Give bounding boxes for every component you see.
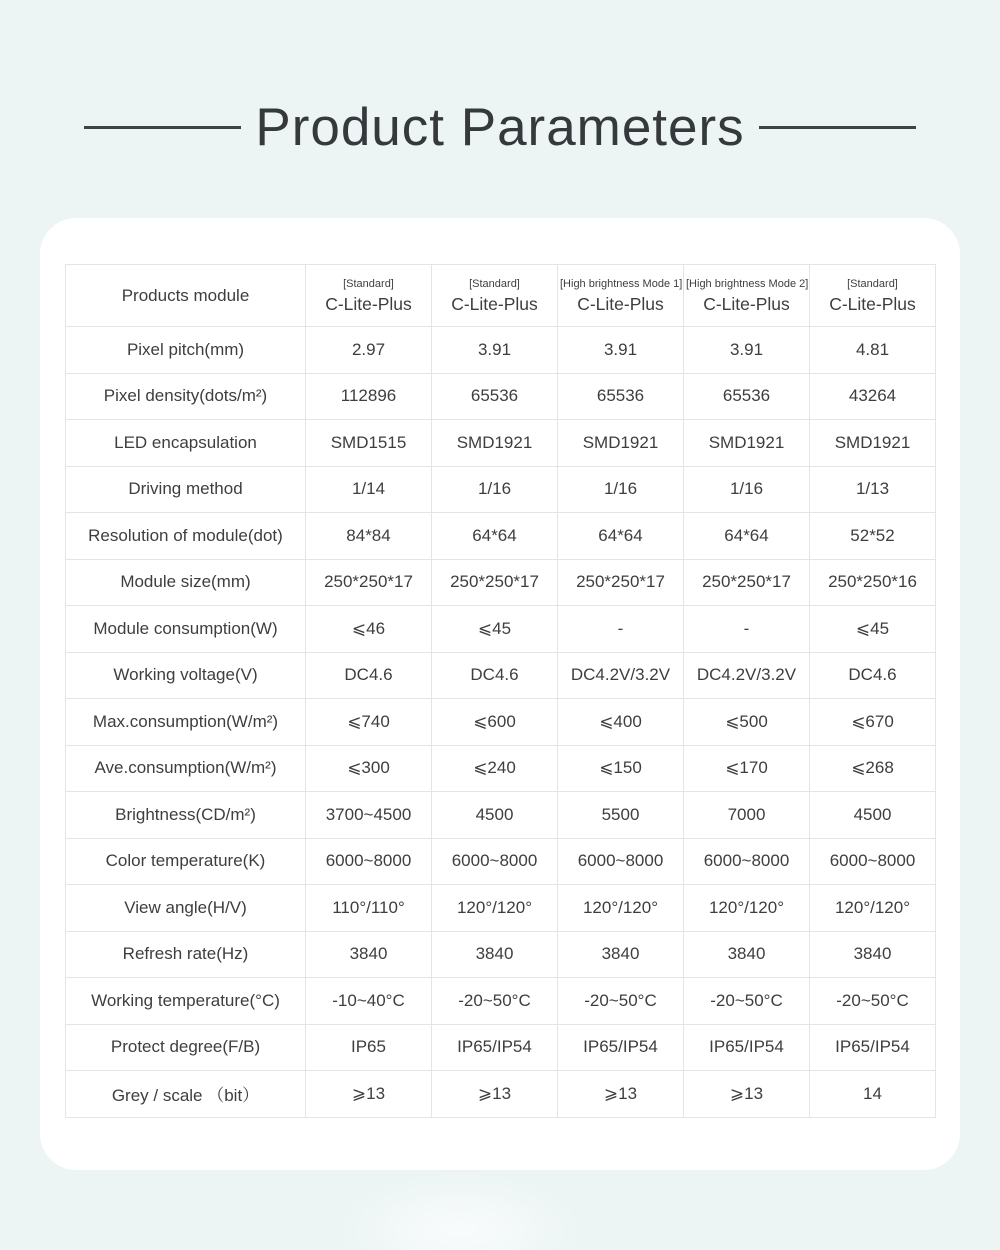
table-row xyxy=(66,1024,936,1071)
cell-value: 52*52 xyxy=(810,513,936,560)
cell-value: ⩽670 xyxy=(810,699,936,746)
cell-value: 6000~8000 xyxy=(432,838,558,885)
cell-value: 4500 xyxy=(810,792,936,839)
cell-value: ⩽740 xyxy=(306,699,432,746)
cell-value: -20~50°C xyxy=(432,978,558,1025)
column-header-1 xyxy=(306,265,432,327)
cell-value: 3.91 xyxy=(558,327,684,374)
cell-value: 4500 xyxy=(432,792,558,839)
title-line-left xyxy=(84,126,241,129)
cell-value: DC4.6 xyxy=(306,652,432,699)
cell-value: 65536 xyxy=(684,373,810,420)
row-label: Protect degree(F/B) xyxy=(66,1024,306,1071)
cell-value: 250*250*17 xyxy=(558,559,684,606)
table-row xyxy=(66,885,936,932)
cell-value: 64*64 xyxy=(684,513,810,560)
cell-value: 5500 xyxy=(558,792,684,839)
row-label: Module consumption(W) xyxy=(66,606,306,653)
header-products-module: Products module xyxy=(66,265,306,327)
cell-value: 1/16 xyxy=(558,466,684,513)
cell-value: 3840 xyxy=(306,931,432,978)
table-row xyxy=(66,559,936,606)
cell-value: ⩽240 xyxy=(432,745,558,792)
cell-value: IP65/IP54 xyxy=(810,1024,936,1071)
cell-value: 6000~8000 xyxy=(684,838,810,885)
cell-value: SMD1515 xyxy=(306,420,432,467)
cell-value: 250*250*17 xyxy=(684,559,810,606)
table-row xyxy=(66,978,936,1025)
cell-value: 3.91 xyxy=(432,327,558,374)
cell-value: -20~50°C xyxy=(684,978,810,1025)
cell-value: 110°/110° xyxy=(306,885,432,932)
cell-value: 120°/120° xyxy=(684,885,810,932)
cell-value: 120°/120° xyxy=(432,885,558,932)
parameters-card xyxy=(40,218,960,1170)
cell-value: ⩾13 xyxy=(432,1071,558,1118)
cell-value: IP65/IP54 xyxy=(684,1024,810,1071)
column-header-3 xyxy=(558,265,684,327)
table-row xyxy=(66,606,936,653)
table-header-row xyxy=(66,265,936,327)
table-row xyxy=(66,838,936,885)
cell-value: 64*64 xyxy=(432,513,558,560)
column-header-5 xyxy=(810,265,936,327)
cell-value: IP65 xyxy=(306,1024,432,1071)
cell-value: -20~50°C xyxy=(558,978,684,1025)
row-label: Grey / scale （bit） xyxy=(66,1071,306,1118)
cell-value: DC4.6 xyxy=(432,652,558,699)
cell-value: IP65/IP54 xyxy=(558,1024,684,1071)
column-mode-tag: [Standard] xyxy=(847,278,898,290)
cell-value: ⩾13 xyxy=(558,1071,684,1118)
cell-value: ⩽500 xyxy=(684,699,810,746)
row-label: Max.consumption(W/m²) xyxy=(66,699,306,746)
cell-value: 250*250*17 xyxy=(306,559,432,606)
table-row xyxy=(66,327,936,374)
row-label: Working voltage(V) xyxy=(66,652,306,699)
column-header-2 xyxy=(432,265,558,327)
cell-value: ⩾13 xyxy=(684,1071,810,1118)
cell-value: - xyxy=(558,606,684,653)
page-title: Product Parameters xyxy=(255,97,745,157)
cell-value: ⩽150 xyxy=(558,745,684,792)
cell-value: -10~40°C xyxy=(306,978,432,1025)
cell-value: ⩽600 xyxy=(432,699,558,746)
table-row xyxy=(66,931,936,978)
column-mode-tag: [Standard] xyxy=(343,278,394,290)
cell-value: 1/14 xyxy=(306,466,432,513)
column-model-name: C-Lite-Plus xyxy=(325,294,412,314)
table-row xyxy=(66,745,936,792)
cell-value: 3.91 xyxy=(684,327,810,374)
row-label: View angle(H/V) xyxy=(66,885,306,932)
page-header xyxy=(0,92,1000,162)
cell-value: 65536 xyxy=(432,373,558,420)
cell-value: 4.81 xyxy=(810,327,936,374)
column-model-name: C-Lite-Plus xyxy=(577,294,664,314)
cell-value: 43264 xyxy=(810,373,936,420)
cell-value: ⩽45 xyxy=(810,606,936,653)
cell-value: 7000 xyxy=(684,792,810,839)
cell-value: DC4.6 xyxy=(810,652,936,699)
table-row xyxy=(66,466,936,513)
column-model-name: C-Lite-Plus xyxy=(829,294,916,314)
row-label: Brightness(CD/m²) xyxy=(66,792,306,839)
cell-value: 112896 xyxy=(306,373,432,420)
cell-value: SMD1921 xyxy=(684,420,810,467)
title-line-right xyxy=(759,126,916,129)
column-mode-tag: [High brightness Mode 2] xyxy=(686,278,809,290)
row-label: Pixel density(dots/m²) xyxy=(66,373,306,420)
row-label: Working temperature(°C) xyxy=(66,978,306,1025)
row-label: Driving method xyxy=(66,466,306,513)
row-label: Pixel pitch(mm) xyxy=(66,327,306,374)
row-label: LED encapsulation xyxy=(66,420,306,467)
cell-value: ⩽170 xyxy=(684,745,810,792)
table-row xyxy=(66,420,936,467)
cell-value: 250*250*17 xyxy=(432,559,558,606)
row-label: Module size(mm) xyxy=(66,559,306,606)
cell-value: 1/16 xyxy=(684,466,810,513)
cell-value: 6000~8000 xyxy=(810,838,936,885)
column-mode-tag: [High brightness Mode 1] xyxy=(560,278,683,290)
column-model-name: C-Lite-Plus xyxy=(451,294,538,314)
row-label: Ave.consumption(W/m²) xyxy=(66,745,306,792)
cell-value: 120°/120° xyxy=(810,885,936,932)
table-row xyxy=(66,699,936,746)
table-row xyxy=(66,1071,936,1118)
cell-value: 65536 xyxy=(558,373,684,420)
cell-value: ⩽268 xyxy=(810,745,936,792)
cell-value: 1/13 xyxy=(810,466,936,513)
row-label: Color temperature(K) xyxy=(66,838,306,885)
table-row xyxy=(66,652,936,699)
cell-value: -20~50°C xyxy=(810,978,936,1025)
cell-value: 2.97 xyxy=(306,327,432,374)
cell-value: 84*84 xyxy=(306,513,432,560)
cell-value: 3840 xyxy=(810,931,936,978)
parameters-table xyxy=(65,264,936,1118)
column-model-name: C-Lite-Plus xyxy=(703,294,790,314)
table-row xyxy=(66,513,936,560)
row-label: Refresh rate(Hz) xyxy=(66,931,306,978)
cell-value: 14 xyxy=(810,1071,936,1118)
cell-value: DC4.2V/3.2V xyxy=(684,652,810,699)
cell-value: 1/16 xyxy=(432,466,558,513)
cell-value: SMD1921 xyxy=(432,420,558,467)
table-row xyxy=(66,373,936,420)
cell-value: SMD1921 xyxy=(810,420,936,467)
cell-value: 3700~4500 xyxy=(306,792,432,839)
cell-value: 3840 xyxy=(558,931,684,978)
cell-value: 6000~8000 xyxy=(558,838,684,885)
table-row xyxy=(66,792,936,839)
cell-value: ⩽300 xyxy=(306,745,432,792)
cell-value: ⩾13 xyxy=(306,1071,432,1118)
cell-value: SMD1921 xyxy=(558,420,684,467)
cell-value: ⩽46 xyxy=(306,606,432,653)
row-label: Resolution of module(dot) xyxy=(66,513,306,560)
cell-value: - xyxy=(684,606,810,653)
cell-value: 6000~8000 xyxy=(306,838,432,885)
cell-value: DC4.2V/3.2V xyxy=(558,652,684,699)
cell-value: ⩽400 xyxy=(558,699,684,746)
cell-value: IP65/IP54 xyxy=(432,1024,558,1071)
cell-value: 64*64 xyxy=(558,513,684,560)
cell-value: ⩽45 xyxy=(432,606,558,653)
cell-value: 250*250*16 xyxy=(810,559,936,606)
cell-value: 120°/120° xyxy=(558,885,684,932)
column-mode-tag: [Standard] xyxy=(469,278,520,290)
cell-value: 3840 xyxy=(684,931,810,978)
column-header-4 xyxy=(684,265,810,327)
cell-value: 3840 xyxy=(432,931,558,978)
